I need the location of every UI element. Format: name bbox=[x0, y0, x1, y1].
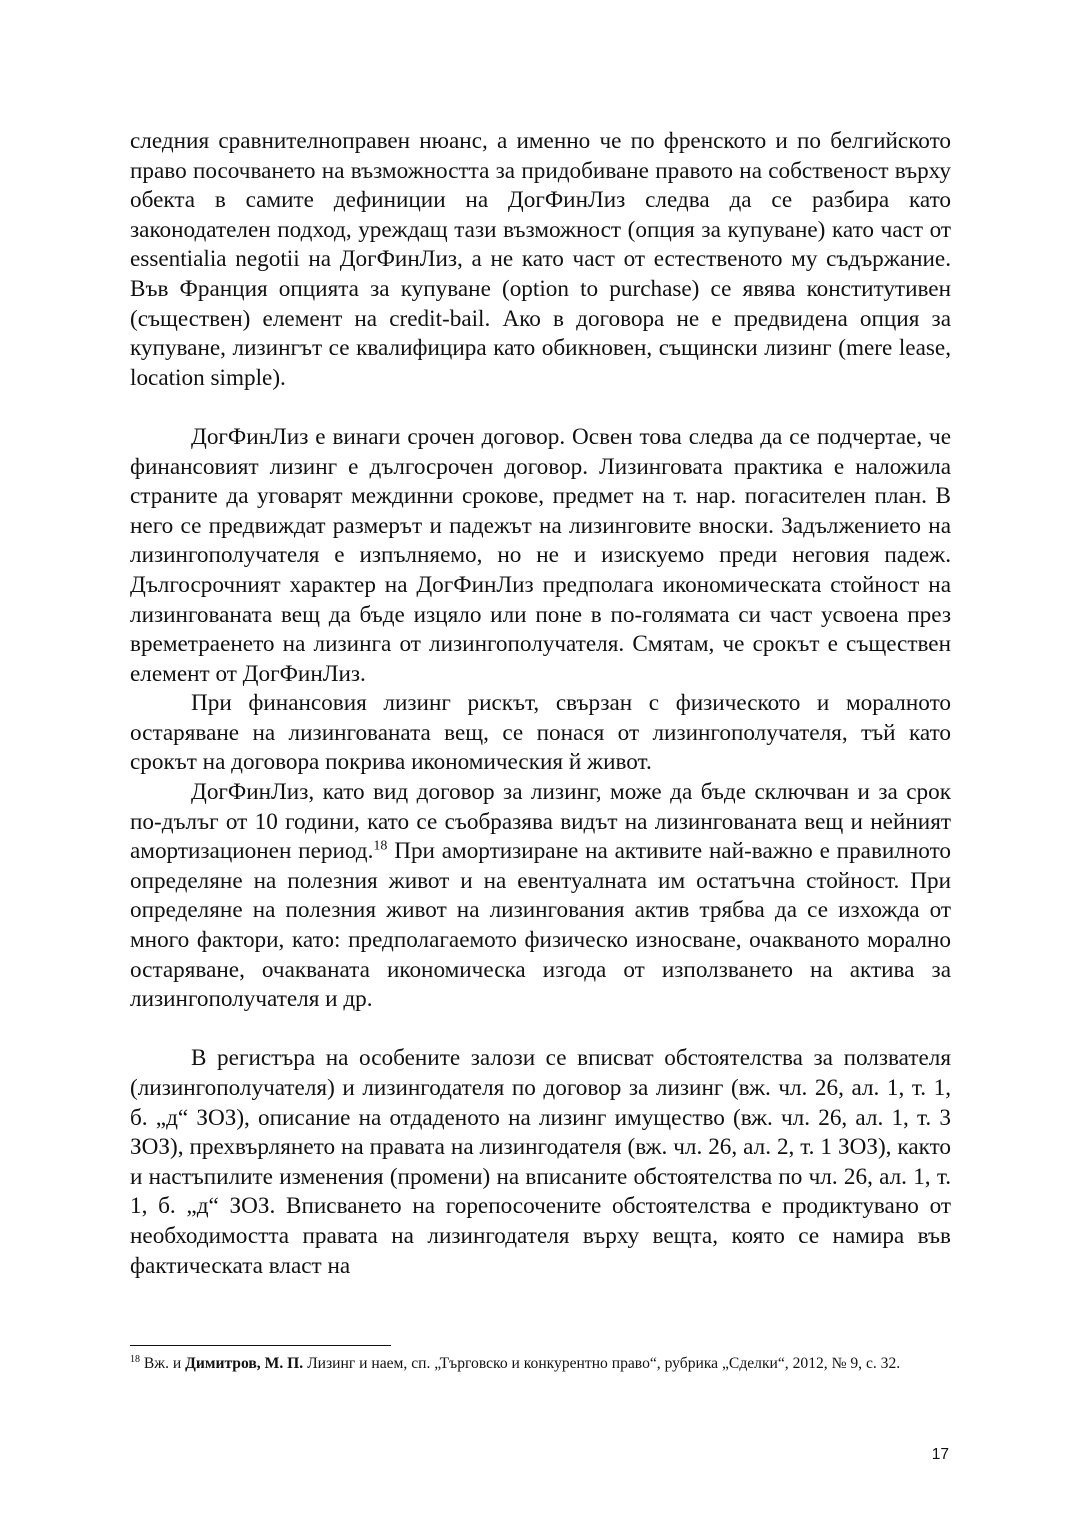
paragraph-1: следния сравнителноправен нюанс, а именно че по френското и по белгийското право посочването на възможността за придобиване правото на собственост върху обекта в самите дефиниции на ДогФинЛиз следва да се разбира като законодателен подход, уреждащ тази възможност (опция за купуване) като част от essentialia negotii на ДогФинЛиз, а не като част от естественото му съдържание. Във Франция опцията за купуване (option to purchase) се явява конститутивен (съществен) елемент на credit-bail. Ако в договора не е предвидена опция за купуване, лизингът се квалифицира като обикновен, същински лизинг (mere lease, location simple). bbox=[130, 128, 951, 391]
paragraph-4 bbox=[130, 778, 951, 1015]
footnote-prefix: Вж. и bbox=[143, 1355, 182, 1372]
paragraph-4-text: ДогФинЛиз, като вид договор за лизинг, може да бъде сключван и за срок по-дълъг от 10 години, като се съобразява видът на лизингованата вещ и нейният амортизационен период. bbox=[130, 779, 951, 865]
footnote bbox=[130, 1353, 951, 1374]
footnote-author: Димитров, М. П. bbox=[185, 1355, 304, 1372]
page-number: 17 bbox=[931, 1446, 949, 1463]
paragraph-2: ДогФинЛиз е винаги срочен договор. Освен това следва да се подчертае, че финансовият лизинг е дългосрочен договор. Лизинговата практика е наложила страните да уговарят междинни срокове, предмет на т. нар. погасителен план. В него се предвиждат размерът и падежът на лизинговите вноски. Задължението на лизингополучателя е изпълняемо, но не и изискуемо преди неговия падеж. Дългосрочният характер на ДогФинЛиз предполага икономическата стойност на лизингованата вещ да бъде изцяло или поне в по-голямата си част усвоена през времетраенето на лизинга от лизингополучателя. Смятам, че срокът е съществен елемент от ДогФинЛиз. bbox=[130, 423, 951, 687]
paragraph-4-continuation: При амортизиране на активите най-важно е правилното определяне на полезния живот и на евентуалната им остатъчна стойност. При определяне на полезния живот на лизингования актив трябва да се изхожда от много фактори, като: предполагаемото физическо износване, очакваното морално остаряване, очакваната икономическа изгода от използването на актива за лизингополучателя и др. bbox=[130, 838, 951, 1013]
footnote-text: Лизинг и наем, сп. „Търговско и конкурентно право“, рубрика „Сделки“, 2012, № 9, с. 32. bbox=[307, 1355, 901, 1372]
footnote-number: 18 bbox=[130, 1353, 140, 1365]
body-text bbox=[130, 127, 951, 1281]
footnote-separator bbox=[130, 1345, 391, 1346]
paragraph-3: При финансовия лизинг рискът, свързан с физическото и моралното остаряване на лизингованата вещ, се понася от лизингополучателя, тъй като срокът на договора покрива икономическия й живот. bbox=[130, 690, 951, 776]
footnote-reference[interactable]: 18 bbox=[373, 838, 388, 854]
paragraph-5: В регистъра на особените залози се вписват обстоятелства за ползвателя (лизингополучателя) и лизингодателя по договор за лизинг (вж. чл. 26, ал. 1, т. 1, б. „д“ ЗОЗ), описание на отдаденото на лизинг имущество (вж. чл. 26, ал. 1, т. 3 ЗОЗ), прехвърлянето на правата на лизингодателя (вж. чл. 26, ал. 2, т. 1 ЗОЗ), както и настъпилите изменения (промени) на вписаните обстоятелства по чл. 26, ал. 1, т. 1, б. „д“ ЗОЗ. Вписването на горепосочените обстоятелства е продиктувано от необходимостта правата на лизингодателя върху вещта, която се намира във фактическата власт на bbox=[130, 1045, 951, 1279]
